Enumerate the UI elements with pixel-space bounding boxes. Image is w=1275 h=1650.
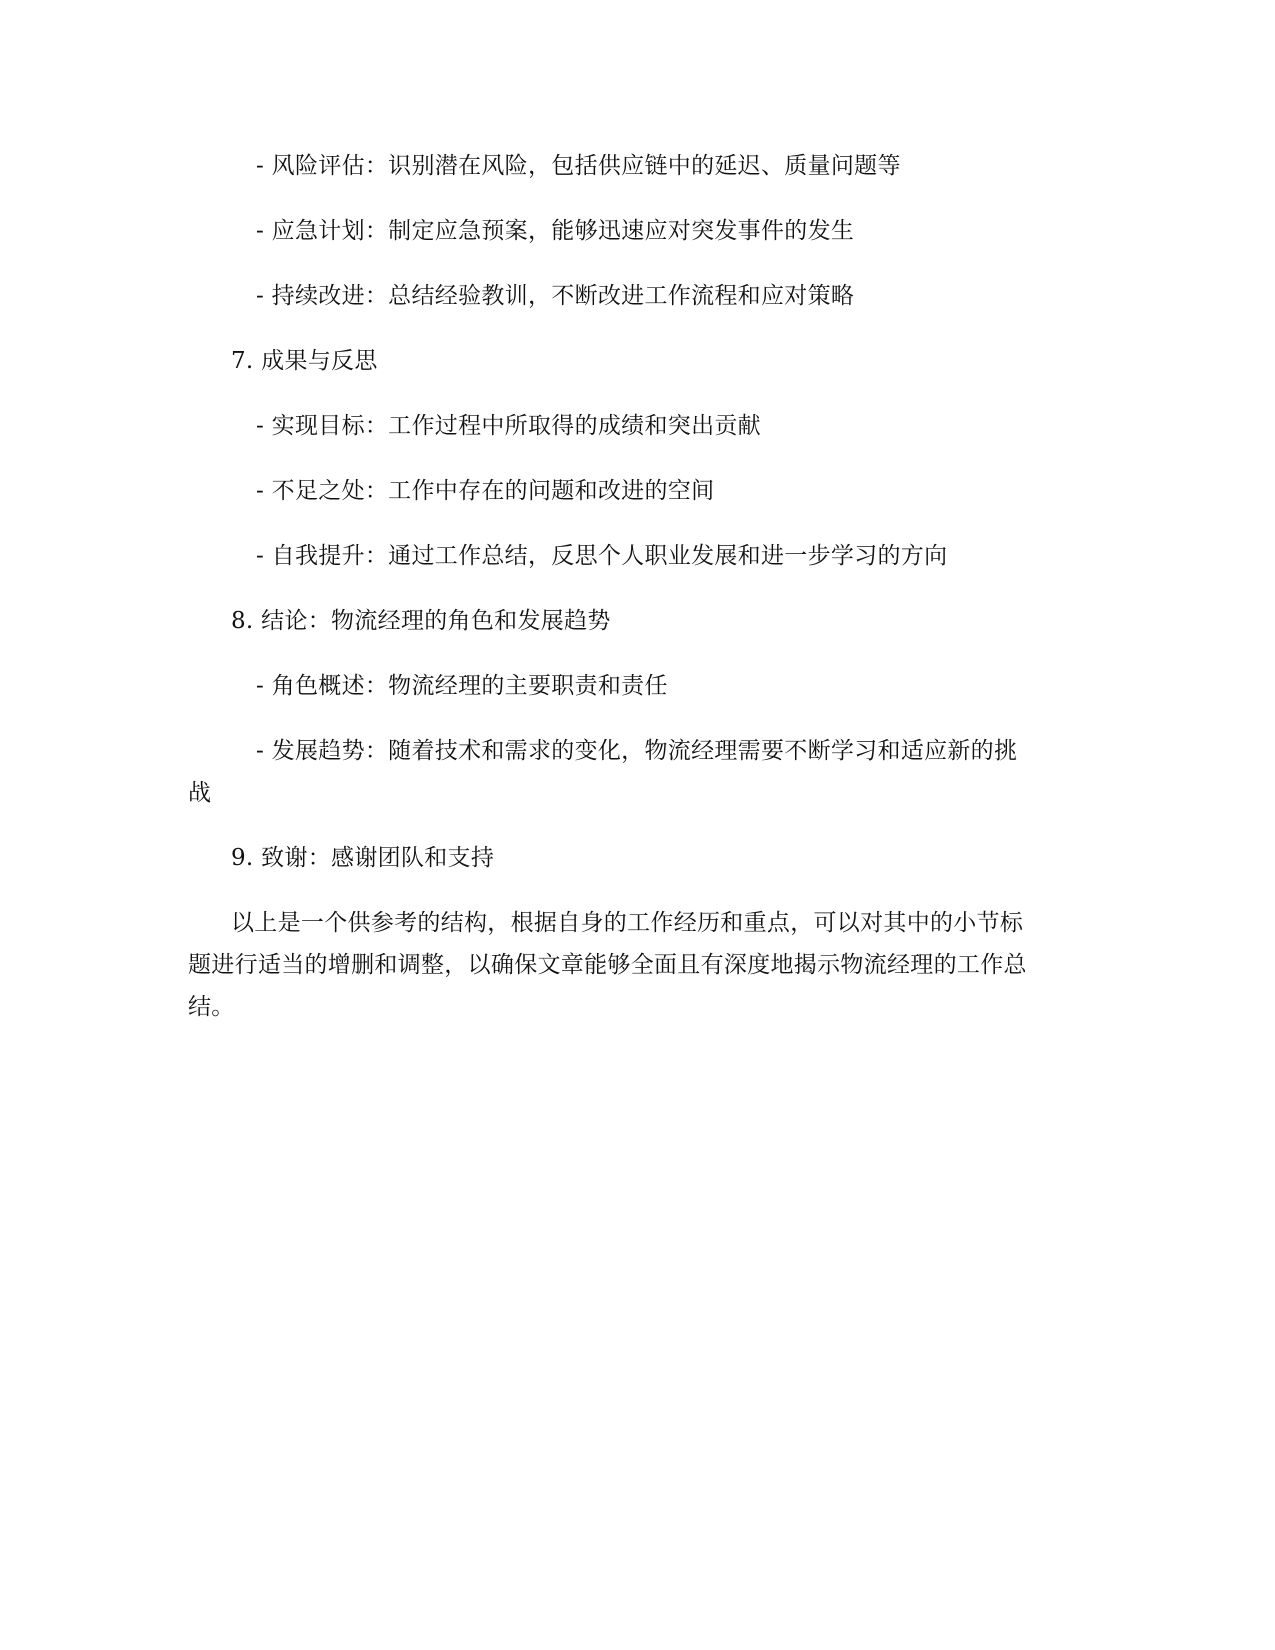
closing-paragraph-line-3: 结。 — [188, 994, 235, 1020]
section-heading-8: 8. 结论：物流经理的角色和发展趋势 — [231, 608, 611, 634]
bullet-emergency-plan: - 应急计划：制定应急预案，能够迅速应对突发事件的发生 — [256, 218, 855, 244]
section-heading-7: 7. 成果与反思 — [231, 348, 378, 374]
bullet-self-improvement: - 自我提升：通过工作总结，反思个人职业发展和进一步学习的方向 — [256, 543, 948, 569]
bullet-continuous-improvement: - 持续改进：总结经验教训，不断改进工作流程和应对策略 — [256, 283, 855, 309]
closing-paragraph-line-1: 以上是一个供参考的结构，根据自身的工作经历和重点，可以对其中的小节标 — [231, 910, 1024, 936]
bullet-shortcomings: - 不足之处：工作中存在的问题和改进的空间 — [256, 478, 715, 504]
section-heading-9: 9. 致谢：感谢团队和支持 — [231, 845, 495, 871]
bullet-development-trend-continued: 战 — [188, 780, 212, 806]
bullet-risk-assessment: - 风险评估：识别潜在风险，包括供应链中的延迟、质量问题等 — [256, 153, 901, 179]
bullet-achieve-goals: - 实现目标：工作过程中所取得的成绩和突出贡献 — [256, 413, 761, 439]
bullet-role-overview: - 角色概述：物流经理的主要职责和责任 — [256, 673, 668, 699]
closing-paragraph-line-2: 题进行适当的增删和调整，以确保文章能够全面且有深度地揭示物流经理的工作总 — [188, 952, 1027, 978]
bullet-development-trend: - 发展趋势：随着技术和需求的变化，物流经理需要不断学习和适应新的挑 — [256, 738, 1018, 764]
